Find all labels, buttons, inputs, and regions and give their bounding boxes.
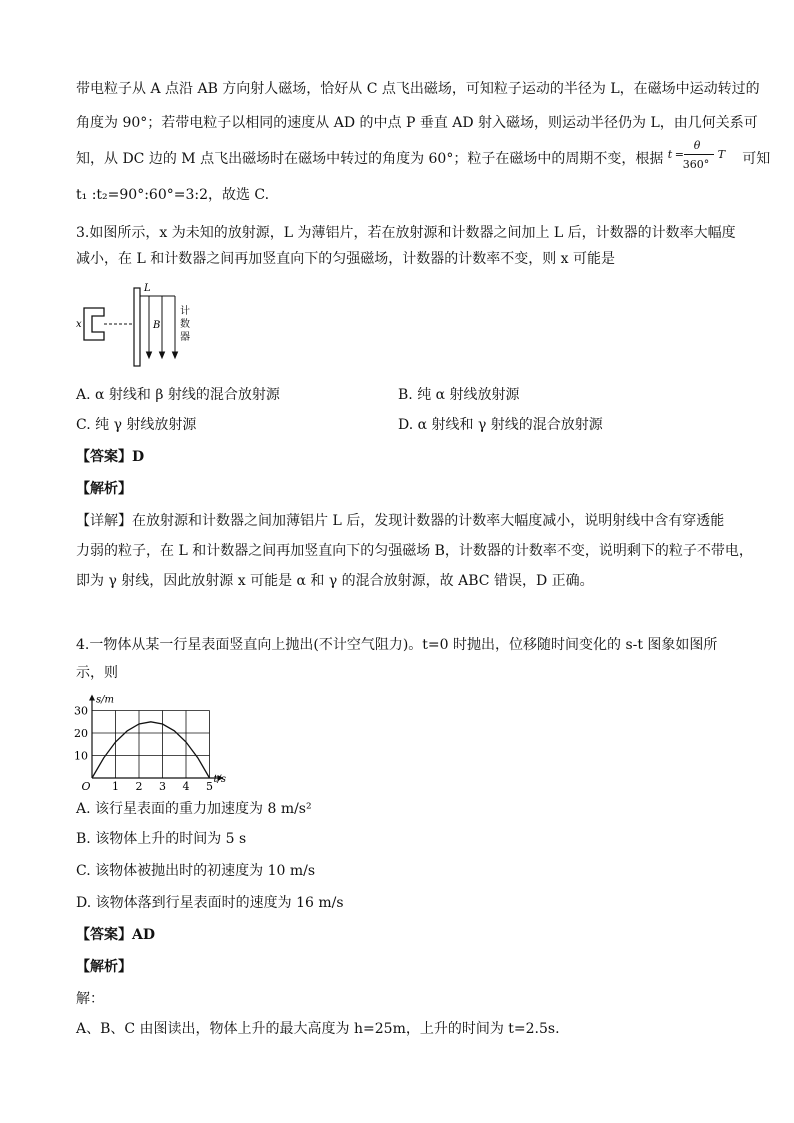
q4-option-c: C. 该物体被抛出时的初速度为 10 m/s	[76, 863, 316, 879]
q4-option-b: B. 该物体上升的时间为 5 s	[76, 831, 247, 847]
counter-label-1: 计	[180, 306, 190, 317]
q3-option-a: A. α 射线和 β 射线的混合放射源	[76, 387, 280, 403]
q3-analysis-heading: 【解析】	[76, 481, 132, 497]
magnetic-field-lines	[147, 296, 178, 358]
origin-label: O	[81, 780, 91, 790]
formula-T: T	[717, 148, 726, 161]
y-axis-arrow	[89, 695, 95, 701]
q2-solution-line-3a: 知，从 DC 边的 M 点飞出磁场时在磁场中转过的角度为 60°；粒子在磁场中的周期不变，根据	[76, 151, 664, 167]
q4-option-d: D. 该物体落到行星表面时的速度为 16 m/s	[76, 895, 344, 911]
fig-B-label: B	[153, 320, 161, 331]
y-axis-label: s/m	[96, 694, 114, 706]
q4-option-a: A. 该行星表面的重力加速度为 8 m/s²	[76, 801, 312, 817]
aluminum-plate	[134, 288, 140, 366]
st-chart	[72, 690, 252, 790]
x-axis-label: t/s	[213, 774, 227, 785]
x-tick-label: 1	[112, 780, 119, 790]
formula-numerator: θ	[693, 139, 701, 152]
st-curve	[92, 722, 210, 778]
fig-L-label: L	[144, 283, 151, 294]
y-tick-label: 10	[74, 749, 88, 763]
q3-detail-line-1: 【详解】在放射源和计数器之间加薄铝片 L 后，发现计数器的计数率大幅度减小，说明射线中含有穿透能	[76, 513, 725, 529]
counter-label-3: 器	[180, 332, 190, 343]
q3-answer: 【答案】D	[76, 449, 145, 465]
fraction-bar	[684, 154, 714, 155]
q2-solution-line-1: 带电粒子从 A 点沿 AB 方向射人磁场，恰好从 C 点飞出磁场，可知粒子运动的半径为 L，在磁场中运动转过的	[76, 81, 760, 97]
q3-option-c: C. 纯 γ 射线放射源	[76, 417, 197, 433]
q4-solve-label: 解：	[76, 991, 104, 1007]
period-formula	[667, 139, 738, 171]
x-tick-label: 4	[182, 780, 190, 790]
formula-t: t	[667, 148, 673, 161]
formula-denominator: 360°	[682, 158, 710, 171]
radiation-source	[84, 308, 104, 340]
counter-label-2: 数	[180, 319, 190, 330]
q2-solution-line-3b: 可知	[742, 151, 771, 167]
q4-stem-line-1: 4.一物体从某一行星表面竖直向上抛出(不计空气阻力)。t=0 时抛出，位移随时间变化的 s-t 图象如图所	[76, 637, 718, 653]
x-tick-label: 5	[206, 780, 213, 790]
q4-analysis-heading: 【解析】	[76, 959, 132, 975]
q2-conclusion: t₁ :t₂=90°:60°=3:2，故选 C.	[76, 187, 270, 203]
q3-figure	[76, 282, 206, 372]
q2-solution-line-2: 角度为 90°；若带电粒子以相同的速度从 AD 的中点 P 垂直 AD 射入磁场，则运动半径仍为 L，由几何关系可	[76, 115, 758, 131]
formula-eq: =	[674, 148, 685, 161]
q3-option-b: B. 纯 α 射线放射源	[398, 387, 520, 403]
fig-x-label: x	[76, 319, 82, 330]
x-tick-label: 2	[135, 780, 143, 790]
q4-detail-line-1: A、B、C 由图读出，物体上升的最大高度为 h=25m，上升的时间为 t=2.5s.	[76, 1021, 560, 1037]
q3-detail-line-2: 力弱的粒子，在 L 和计数器之间再加竖直向下的匀强磁场 B，计数器的计数率不变，说明剩下的粒子不带电，	[76, 543, 753, 559]
y-tick-label: 20	[74, 727, 88, 740]
q3-stem-line-1: 3.如图所示，x 为未知的放射源，L 为薄铝片，若在放射源和计数器之间加上 L 后，计数器的计数率大幅度	[76, 225, 736, 241]
q4-answer: 【答案】AD	[76, 927, 156, 943]
q4-stem-line-2: 示，则	[76, 665, 118, 681]
q3-detail-line-3: 即为 γ 射线，因此放射源 x 可能是 α 和 γ 的混合放射源，故 ABC 错误，D 正确。	[76, 573, 594, 589]
x-tick-label: 3	[159, 780, 166, 790]
q3-stem-line-2: 减小，在 L 和计数器之间再加竖直向下的匀强磁场，计数器的计数率不变，则 x 可能是	[76, 251, 615, 267]
q3-option-d: D. α 射线和 γ 射线的混合放射源	[398, 417, 603, 433]
y-tick-label: 30	[74, 704, 88, 718]
q2-solution-line-3	[76, 139, 771, 171]
